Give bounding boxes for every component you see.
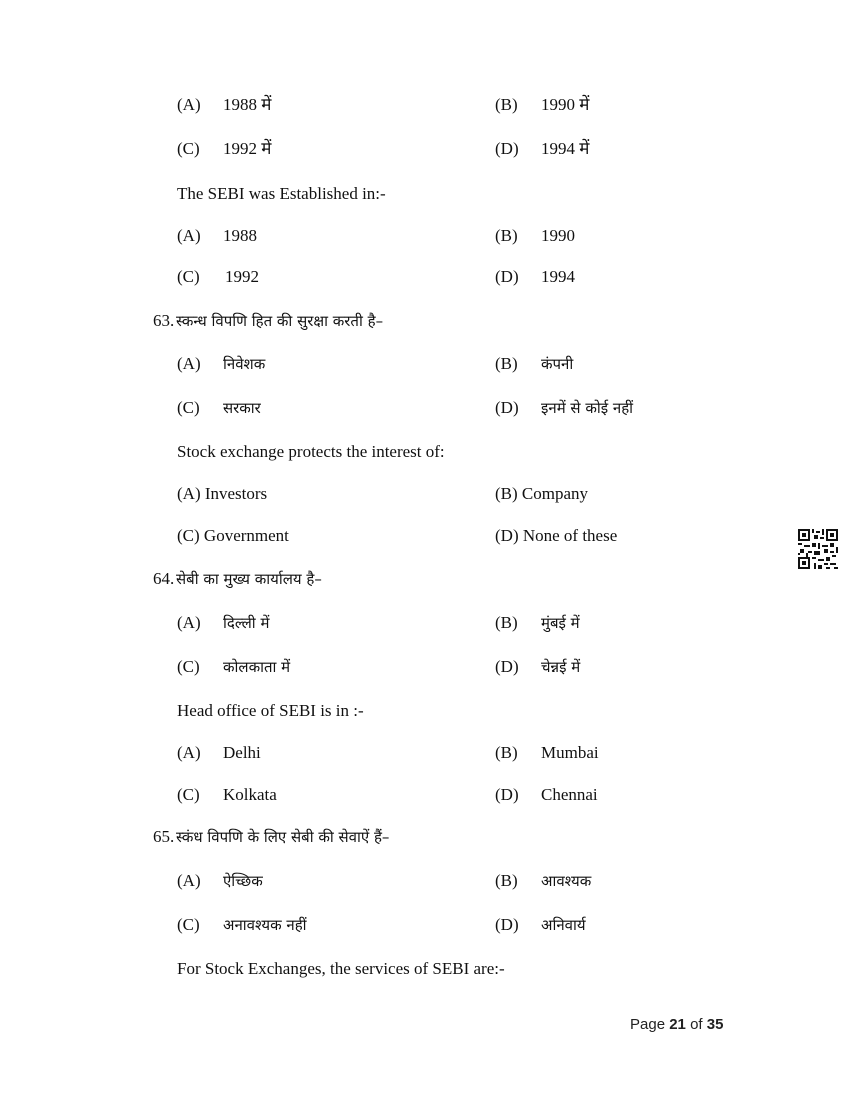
- option-text: 1990: [541, 226, 575, 245]
- question-text: Head office of SEBI is in :-: [177, 701, 364, 720]
- current-page: 21: [669, 1016, 686, 1033]
- question-text: For Stock Exchanges, the services of SEBI are:-: [177, 959, 505, 978]
- option-label: (A): [177, 871, 201, 890]
- option-text: कंपनी: [541, 355, 574, 373]
- option-text: 1988 में: [223, 95, 272, 114]
- option-label: (B): [495, 871, 518, 890]
- option-label: (B): [495, 613, 518, 632]
- option-label: (B): [495, 95, 518, 114]
- option-text: 1994: [541, 267, 575, 286]
- option: (A) Investors: [177, 484, 268, 503]
- option-label: (C): [177, 267, 200, 286]
- option-label: (C): [177, 785, 200, 804]
- question-text: The SEBI was Established in:-: [177, 184, 386, 203]
- option-label: (C): [177, 139, 200, 158]
- option-label: (B): [495, 354, 518, 373]
- question-text: स्कंध विपणि के लिए सेबी की सेवाऐं हैं–: [176, 828, 390, 846]
- option-label: (D): [495, 785, 519, 804]
- option-label: (B): [495, 226, 518, 245]
- option-label: (A): [177, 743, 201, 762]
- option-text: सरकार: [223, 399, 261, 417]
- option-text: मुंबई में: [541, 614, 580, 632]
- page-footer: [630, 1016, 723, 1033]
- option-text: आवश्यक: [541, 872, 592, 890]
- option-label: (B): [495, 743, 518, 762]
- question-text: स्कन्ध विपणि हित की सुरक्षा करती है–: [176, 312, 384, 330]
- option: (C) Government: [177, 526, 289, 545]
- option-label: (D): [495, 267, 519, 286]
- option-text: 1988: [223, 226, 257, 245]
- option-label: (D): [495, 915, 519, 934]
- qr-code-icon: [798, 529, 838, 569]
- option-label: (C): [177, 915, 200, 934]
- option-text: निवेशक: [223, 355, 266, 373]
- question-text: सेबी का मुख्य कार्यालय है–: [176, 570, 322, 588]
- option-text: चेन्नई में: [541, 658, 581, 676]
- option-label: (C): [177, 398, 200, 417]
- option-label: (D): [495, 398, 519, 417]
- option-text: दिल्ली में: [223, 614, 270, 632]
- option-label: (A): [177, 354, 201, 373]
- option: (D) None of these: [495, 526, 618, 545]
- option-text: 1992: [225, 267, 259, 286]
- option-label: (D): [495, 139, 519, 158]
- question-number: 63.: [153, 311, 175, 330]
- option-label: (C): [177, 657, 200, 676]
- option-text: अनावश्यक नहीं: [223, 916, 307, 934]
- option-label: (A): [177, 613, 201, 632]
- option-text: Kolkata: [223, 785, 277, 804]
- option-text: इनमें से कोई नहीं: [541, 399, 634, 417]
- question-text: Stock exchange protects the interest of:: [177, 442, 445, 461]
- question-number: 65.: [153, 827, 175, 846]
- question-number: 64.: [153, 569, 175, 588]
- option-label: (A): [177, 95, 201, 114]
- option-text: कोलकाता में: [223, 658, 291, 676]
- option-text: 1990 में: [541, 95, 590, 114]
- option-text: ऐच्छिक: [223, 872, 263, 890]
- total-pages: 35: [706, 1016, 724, 1033]
- page-word: Page: [630, 1016, 666, 1033]
- option-text: अनिवार्य: [541, 916, 586, 934]
- option-text: Delhi: [223, 743, 261, 762]
- option-label: (D): [495, 657, 519, 676]
- option: (B) Company: [495, 484, 589, 503]
- option-text: Chennai: [541, 785, 598, 804]
- of-word: of: [690, 1016, 703, 1033]
- option-text: 1994 में: [541, 139, 590, 158]
- option-label: (A): [177, 226, 201, 245]
- option-text: 1992 में: [223, 139, 272, 158]
- option-text: Mumbai: [541, 743, 599, 762]
